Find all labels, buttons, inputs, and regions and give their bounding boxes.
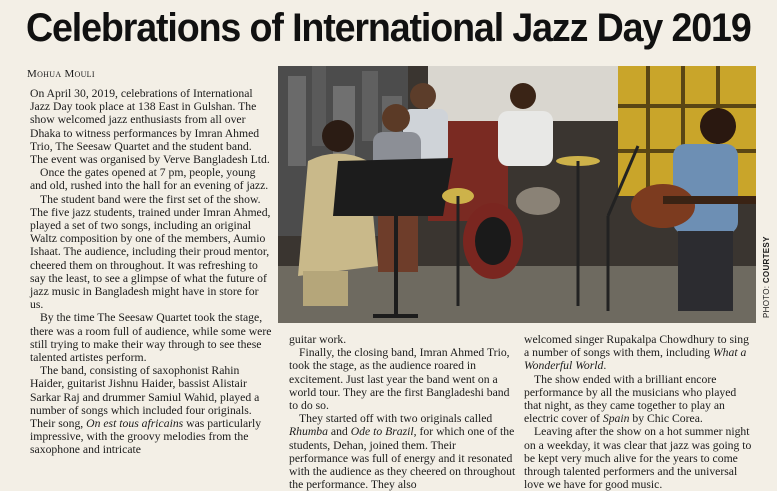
- paragraph: Leaving after the show on a hot summer night on a weekday, it was clear that jazz was going to be kept very much alive for the years to come through talented performers and the universal love we have for good music.: [524, 425, 752, 491]
- text-run: was particularly impressive, with the groovy melodies from the saxophone and intricate: [30, 417, 262, 457]
- text-run: welcomed singer Rupakalpa Chowdhury to sing a number of songs with them, including: [524, 333, 749, 360]
- byline: Mohua Mouli: [27, 68, 95, 80]
- photo-credit-name: COURTESY: [762, 236, 771, 284]
- headline: Celebrations of International Jazz Day 2019: [26, 6, 751, 50]
- song-title: On est tous africains: [86, 417, 184, 431]
- text-run: The band, consisting of saxophonist Rahin Haider, guitarist Jishnu Haider, bassist Alistair Sarkar Raj and drummer Samiul Wahid, played a number of songs which included four originals. Their song,: [30, 364, 260, 431]
- paragraph: By the time The Seesaw Quartet took the stage, there was a room full of audience, while some were still trying to make their way through to see these talented artistes perform.: [30, 311, 272, 365]
- article-column-2: [289, 333, 517, 491]
- paragraph: [524, 373, 752, 426]
- article-column-1: [30, 87, 272, 457]
- paragraph: [524, 333, 752, 373]
- article-column-3: [524, 333, 752, 491]
- paragraph: [289, 412, 517, 491]
- paragraph: Finally, the closing band, Imran Ahmed Trio, took the stage, as the audience roared in excitement. Just last year the band went on a world tour. They are the first Bangladeshi band to do so.: [289, 346, 510, 413]
- paragraph: guitar work.: [289, 333, 347, 346]
- concert-photo: [278, 66, 756, 323]
- paragraph: [30, 364, 272, 456]
- song-title: Rhumba: [289, 425, 328, 439]
- paragraph: The student band were the first set of the show. The five jazz students, trained under Imran Ahmed, played a set of two songs, including an original Waltz composition by one of the members, Aumio Ishaat. The audience, including their proud mentor, cheered them on throughout. It was refreshing to say the least, to see a glimpse of what the future of jazz music in Bangladesh might have in store for us.: [30, 192, 271, 312]
- paragraph: Once the gates opened at 7 pm, people, young and old, rushed into the hall for an evening of jazz.: [30, 166, 269, 193]
- text-run: by Chic Corea.: [629, 412, 703, 426]
- text-run: The show ended with a brilliant encore performance by all the musicians who played that night, as they came together to play an electric cover of: [524, 372, 737, 426]
- text-run: They started off with two originals called: [299, 412, 493, 426]
- text-run: , for which one of the students, Dehan, joined them. Their performance was full of energy and it resonated with the audience as they cheered on throughout the performance. They also: [289, 425, 516, 491]
- photo-credit-prefix: PHOTO:: [762, 285, 771, 318]
- text-run: .: [603, 359, 607, 373]
- paragraph: On April 30, 2019, celebrations of International Jazz Day took place at 138 East in Gulshan. The show welcomed jazz enthusiasts from all over Dhaka to witness performances by Imran Ahmed Trio, The Seesaw Quartet and the student band. The event was organised by Verve Bangladesh Ltd.: [30, 87, 270, 167]
- song-title: Spain: [602, 412, 630, 426]
- song-title: What a Wonderful World: [524, 346, 747, 373]
- photo-credit: [762, 236, 771, 318]
- song-title: Ode to Brazil: [350, 425, 414, 439]
- text-run: and: [327, 425, 351, 439]
